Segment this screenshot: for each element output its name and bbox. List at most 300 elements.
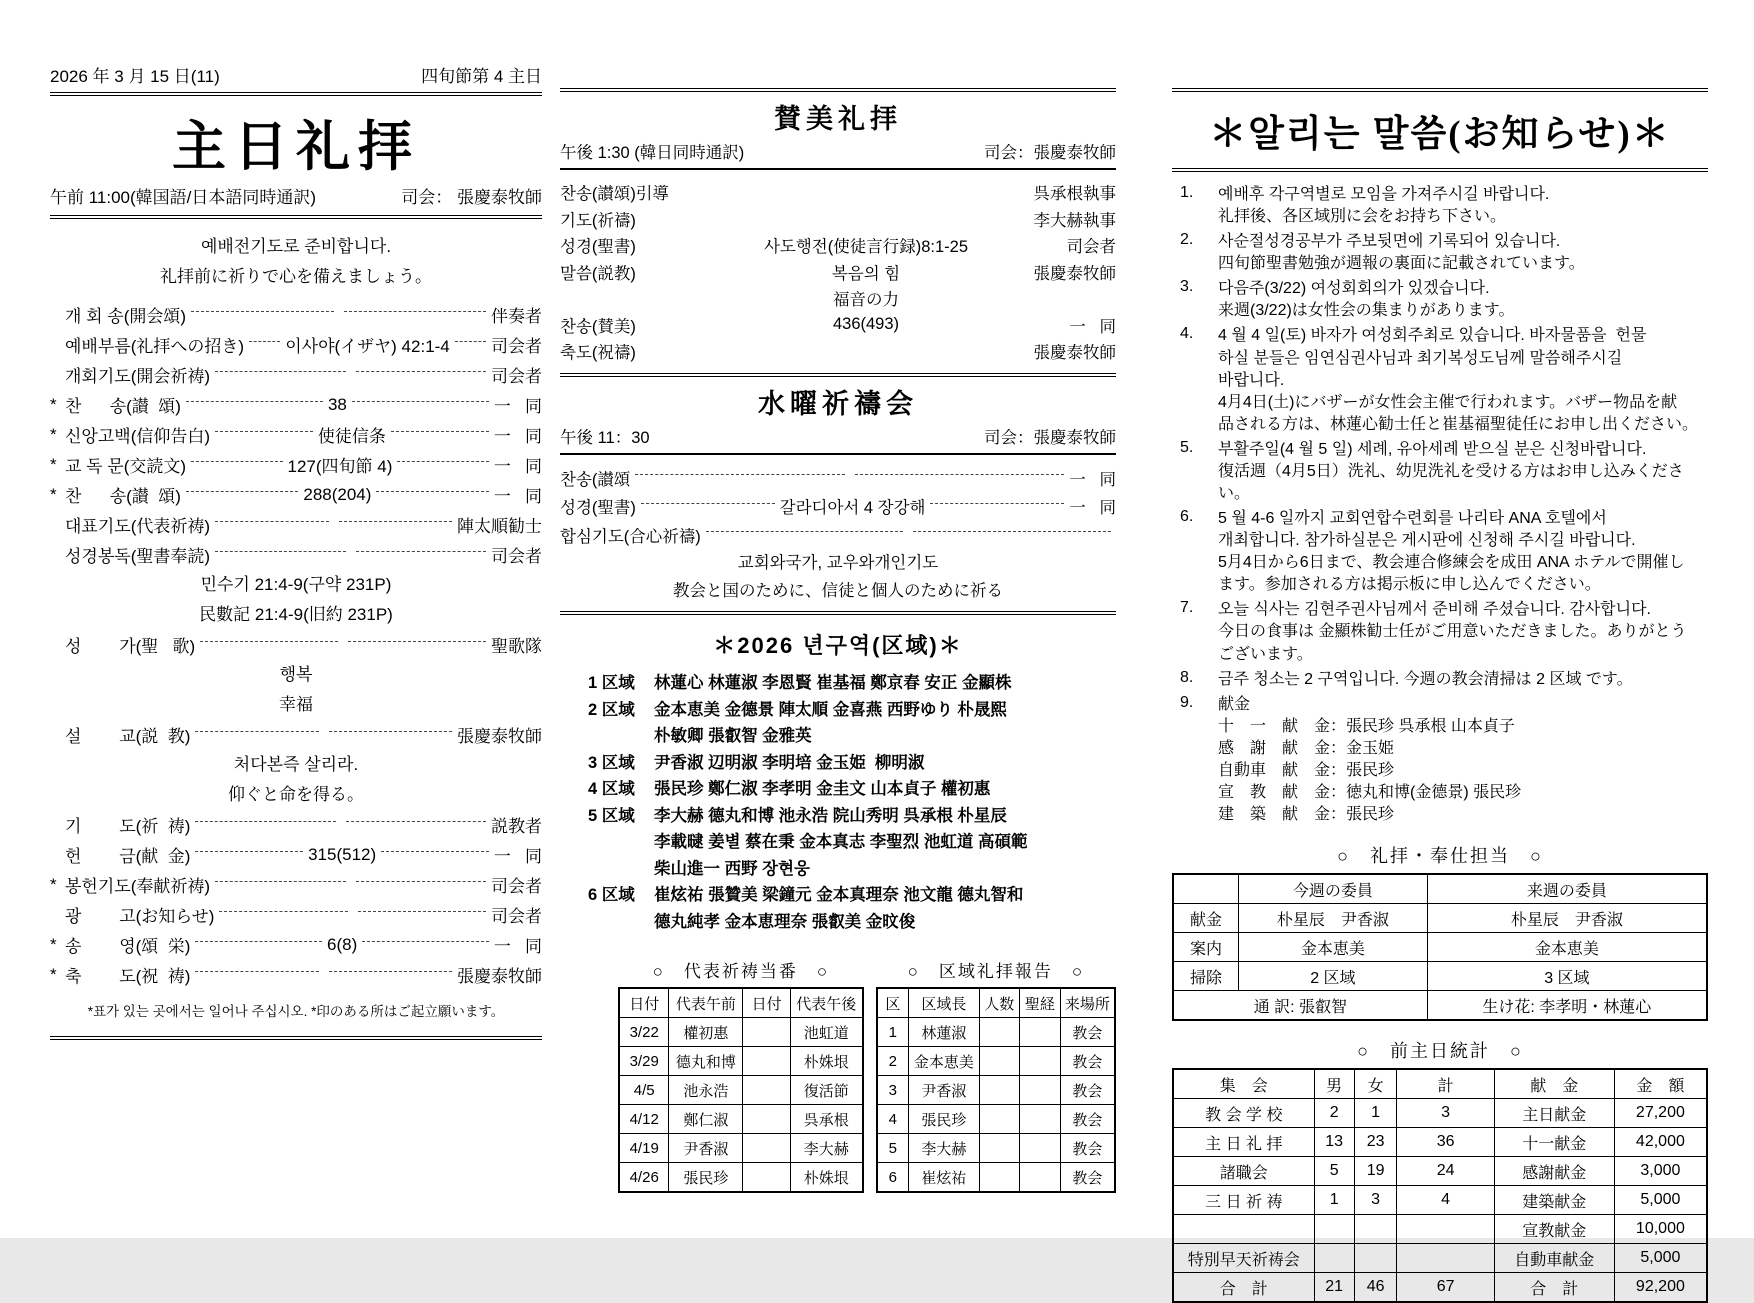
pre-worship-note — [50, 232, 542, 292]
leader-line — [249, 341, 280, 342]
order-row — [50, 900, 542, 930]
prayer-duty-header — [619, 988, 863, 1018]
announcement-number: 7. — [1180, 599, 1194, 617]
table-cell — [979, 1047, 1019, 1076]
table-row — [877, 1018, 1115, 1047]
order-label: 성 가(聖 歌) — [65, 637, 196, 656]
table-cell: 3/29 — [619, 1047, 669, 1076]
table-cell: 10,000 — [1614, 1215, 1707, 1244]
order-row — [50, 840, 542, 870]
table-cell: 23 — [1354, 1128, 1397, 1157]
table-cell — [1173, 1215, 1314, 1244]
leader-line — [352, 401, 489, 402]
order-label: 설 교(説 教) — [65, 727, 191, 746]
leader-line — [356, 881, 487, 882]
standing-mark: * — [50, 874, 57, 894]
table-cell: 5 — [1314, 1157, 1354, 1186]
table-cell — [1354, 1215, 1397, 1244]
announcement-item — [1172, 669, 1708, 691]
order-person: 司会者 — [491, 877, 543, 896]
prayer-duty-table — [618, 987, 864, 1193]
service-duty-body — [1173, 904, 1707, 991]
statistics-table — [1172, 1068, 1708, 1303]
district-report-title: ○ 区域礼拝報告 ○ — [907, 962, 1085, 982]
announcement-line: 개최합니다. 참가하실분은 게시판에 신청해 주시길 바랍니다. — [1218, 532, 1636, 550]
district-members — [654, 750, 1116, 777]
announcement-number: 2. — [1180, 231, 1194, 249]
announcement-line: 感 謝 献 金：金玉姫 — [1218, 739, 1395, 757]
table-cell: 4/26 — [619, 1163, 669, 1193]
leader-line — [455, 341, 486, 342]
header-cell: 来週の委員 — [1427, 874, 1707, 904]
table-cell — [1019, 1047, 1060, 1076]
order-row — [50, 810, 542, 840]
leader-line — [195, 971, 318, 972]
table-row — [1173, 1099, 1707, 1128]
header-cell: 来場所 — [1060, 988, 1115, 1018]
leader-line — [706, 531, 904, 532]
table-cell: 3 — [877, 1076, 909, 1105]
order-label: 광 고(お知らせ) — [65, 907, 215, 926]
table-cell: 呉承根 — [790, 1105, 862, 1134]
order-person: 司会者 — [491, 337, 542, 356]
table-cell: 2 区域 — [1239, 962, 1428, 991]
announcement-line: 다음주(3/22) 여성회회의가 있겠습니다. — [1218, 280, 1490, 298]
leader-line — [215, 371, 346, 372]
order-row — [50, 360, 542, 390]
table-cell: 鄭仁淑 — [669, 1105, 743, 1134]
service-duty-title: ○ 礼拝・奉仕担当 ○ — [1337, 846, 1543, 867]
announcement-item — [1172, 231, 1708, 275]
service-duty-header — [1173, 874, 1707, 904]
wednesday-prayer-section — [560, 373, 1116, 616]
table-cell: 5,000 — [1614, 1186, 1707, 1215]
table-row — [619, 1076, 863, 1105]
order-label: 봉헌기도(奉献祈祷) — [65, 877, 211, 896]
table-cell: 宣教献金 — [1494, 1215, 1614, 1244]
worship-time: 午前 11:00(韓国語/日本語同時通訳) — [50, 188, 317, 207]
announcement-line: 自動車 献 金：張民珍 — [1218, 761, 1395, 779]
table-row — [619, 1134, 863, 1163]
table-cell: 3,000 — [1614, 1157, 1707, 1186]
table-cell: 67 — [1397, 1273, 1494, 1303]
issue-date: 2026 年 3 月 15 日(11) — [50, 67, 220, 86]
announcement-line: ます。参加される方は掲示板に申し込んでください。 — [1218, 576, 1601, 594]
order-person: 一 同 — [493, 487, 542, 506]
service-duty-table — [1172, 873, 1708, 1021]
table-cell: 2 — [1314, 1099, 1354, 1128]
leader-line — [215, 881, 346, 882]
leader-line — [391, 431, 489, 432]
table-cell: 林蓮淑 — [908, 1018, 979, 1047]
district-member-line: 張民珍 鄭仁淑 李孝明 金圭文 山本貞子 權初惠 — [654, 780, 991, 799]
order-person: 一 同 — [493, 457, 542, 476]
table-cell: 27,200 — [1614, 1099, 1707, 1128]
table-cell: 特別早天祈祷会 — [1173, 1244, 1314, 1273]
table-cell: 36 — [1397, 1128, 1494, 1157]
order-person: 一 同 — [493, 847, 543, 866]
praise-worship-section — [560, 88, 1116, 365]
table-cell: 尹香淑 — [669, 1134, 743, 1163]
order-label: 교 독 문(交読文) — [65, 457, 187, 476]
order-label: 기 도(祈 祷) — [65, 817, 191, 836]
leader-line — [635, 474, 844, 475]
leader-line — [641, 503, 775, 504]
praise-person: 呉承根執事 — [1033, 185, 1116, 204]
table-row — [1173, 1273, 1707, 1303]
table-cell: 4/19 — [619, 1134, 669, 1163]
wednesday-subtitle — [560, 424, 1116, 455]
table-cell: 朴姝垠 — [790, 1163, 862, 1193]
announcement-item — [1172, 439, 1708, 505]
table-cell — [1314, 1215, 1354, 1244]
order-detail: 이사야(イザヤ) 42:1-4 — [285, 337, 450, 356]
table-cell: 19 — [1354, 1157, 1397, 1186]
table-cell: 金本恵美 — [1239, 933, 1428, 962]
header-cell: 男 — [1314, 1069, 1354, 1099]
praise-detail: 복음의 힘 — [831, 264, 901, 283]
table-row — [877, 1076, 1115, 1105]
table-cell: 教会 — [1060, 1134, 1115, 1163]
table-cell: 朴姝垠 — [790, 1047, 862, 1076]
joint-prayer-ja: 教会と国のために、信徒と個人のために祈る — [673, 582, 1003, 601]
announcements-column — [1172, 88, 1708, 1303]
leader-line — [344, 311, 486, 312]
table-row — [1173, 1244, 1707, 1273]
order-row — [50, 720, 542, 750]
announcement-number: 5. — [1180, 438, 1194, 456]
announcement-item — [1172, 508, 1708, 596]
praise-person: 張慶泰牧師 — [1033, 344, 1116, 363]
leader-line — [219, 911, 347, 912]
announcement-line: 四旬節聖書勉強が週報の裏面に記載されています。 — [1218, 255, 1585, 273]
district-row — [588, 882, 1116, 935]
table-cell: 1 — [877, 1018, 909, 1047]
announcement-line: 4 월 4 일(토) 바자가 여성회주최로 있습니다. 바자물품을 헌물 — [1218, 327, 1647, 345]
table-cell: 1 — [1314, 1186, 1354, 1215]
order-row — [50, 420, 542, 450]
district-number: 1 区域 — [588, 674, 635, 693]
table-cell — [743, 1018, 790, 1047]
announcements-list — [1172, 184, 1708, 826]
leader-line — [186, 401, 323, 402]
praise-label: 기도(祈禱) — [560, 211, 636, 230]
table-cell — [1354, 1244, 1397, 1273]
announcement-line: 5月4日から6日まで、教会連合修練会を成田 ANA ホテルで開催し — [1218, 554, 1685, 572]
praise-label: 성경(聖書) — [560, 238, 636, 257]
table-cell — [1019, 1163, 1060, 1193]
order-label: 찬 송(讃 頌) — [65, 487, 181, 506]
announcement-line: 献金 — [1218, 695, 1251, 713]
praise-row — [560, 259, 1116, 286]
district-row — [588, 776, 1116, 803]
header-cell: 金 額 — [1614, 1069, 1707, 1099]
order-label: 축 도(祝 祷) — [65, 967, 191, 986]
leader-line — [215, 431, 313, 432]
table-cell: 24 — [1397, 1157, 1494, 1186]
header-cell: 区域長 — [908, 988, 979, 1018]
table-row — [619, 1105, 863, 1134]
leader-line — [356, 371, 487, 372]
table-cell: 教会 — [1060, 1047, 1115, 1076]
district-row — [588, 697, 1116, 750]
leader-line — [200, 641, 338, 642]
announcement-line: 宣 教 献 金：徳丸和博(金德景) 張民珍 — [1218, 784, 1522, 802]
order-row — [50, 480, 542, 510]
order-person: 一 同 — [493, 937, 542, 956]
header-cell: 日付 — [743, 988, 790, 1018]
column-end-rule — [50, 1036, 542, 1040]
table-header-row — [1173, 874, 1707, 904]
announcement-line: い。 — [1218, 485, 1251, 503]
table-cell: 諸職会 — [1173, 1157, 1314, 1186]
leader-line — [195, 821, 335, 822]
announcement-line: 하실 분들은 임연심권사님과 최기복성도님께 말씀해주시길 — [1218, 349, 1623, 367]
leader-line — [329, 731, 452, 732]
table-cell: 自動車献金 — [1494, 1244, 1614, 1273]
order-center-line: 처다본즉 살리라. — [233, 754, 359, 774]
leader-line — [329, 971, 452, 972]
order-label: 개회기도(開会祈祷) — [65, 367, 211, 386]
table-row — [877, 1105, 1115, 1134]
joint-prayer-ko: 교회와국가, 교우와개인기도 — [737, 554, 939, 572]
interpreter-cell: 通 訳: 張叡智 — [1173, 991, 1427, 1021]
table-cell: 教会 — [1060, 1076, 1115, 1105]
header-cell: 人数 — [979, 988, 1019, 1018]
standing-mark: * — [50, 454, 57, 474]
district-member-line: 李載曃 姜별 蔡在秉 金本真志 李聖烈 池虹道 高碩範 — [654, 833, 1028, 852]
order-detail: 6(8) — [327, 934, 358, 954]
praise-worship-subtitle — [560, 139, 1116, 170]
table-cell: 金本恵美 — [908, 1047, 979, 1076]
table-cell: 李大赫 — [790, 1134, 862, 1163]
order-center-line: 民數記 21:4-9(旧約 231P) — [199, 604, 393, 624]
order-person: 陣太順勧士 — [457, 517, 543, 536]
announcement-lines — [1218, 278, 1708, 322]
table-cell: 教会 — [1060, 1163, 1115, 1193]
district-report-block — [876, 957, 1116, 1193]
wednesday-person: 一 同 — [1069, 499, 1116, 518]
table-cell — [1397, 1215, 1494, 1244]
order-row — [50, 540, 542, 570]
table-cell: 案内 — [1173, 933, 1239, 962]
statistics-body — [1173, 1099, 1707, 1303]
header-cell: 日付 — [619, 988, 669, 1018]
praise-row — [560, 232, 1116, 259]
table-row — [619, 1018, 863, 1047]
wednesday-time: 午後 11：30 — [560, 428, 650, 447]
table-row — [1173, 904, 1707, 933]
district-member-line: 崔炫祐 張贊美 梁鐘元 金本真理奈 池文龍 德丸智和 — [654, 886, 1024, 905]
district-list — [588, 670, 1116, 935]
middle-column — [560, 88, 1116, 1193]
table-cell: 復活節 — [790, 1076, 862, 1105]
table-cell: 46 — [1354, 1273, 1397, 1303]
order-person: 張慶泰牧師 — [457, 967, 542, 986]
announcement-lines — [1218, 325, 1708, 435]
district-member-line: 德丸純孝 金本恵理奈 張叡美 金旼俊 — [654, 912, 916, 931]
table-row — [619, 1047, 863, 1076]
announcements-title: ＊알리는 말씀(お知らせ)＊ — [1172, 88, 1708, 172]
order-detail: 使徒信条 — [317, 427, 386, 446]
praise-person: 李大赫執事 — [1033, 211, 1116, 230]
service-duty-footer — [1173, 991, 1707, 1021]
announcement-item — [1172, 325, 1708, 435]
announcement-line: 今日の食事は 金顯株勧士任がご用意いただきました。ありがとう — [1218, 623, 1687, 641]
table-cell: 德丸和博 — [669, 1047, 743, 1076]
announcement-line: 예배후 각구역별로 모임을 가져주시길 바랍니다. — [1218, 186, 1550, 203]
district-number: 3 区域 — [588, 753, 635, 772]
leader-line — [358, 911, 486, 912]
header-cell: 今週の委員 — [1239, 874, 1428, 904]
leader-line — [376, 491, 488, 492]
leader-line — [356, 551, 487, 552]
prayer-duty-body — [619, 1018, 863, 1193]
wednesday-order — [560, 464, 1116, 550]
announcement-line: 금주 청소는 2 구역입니다. 今週の教会清掃は 2 区域 です。 — [1218, 670, 1633, 688]
pre-worship-note-ja: 礼拝前に祈りで心を備えましょう。 — [160, 266, 432, 286]
praise-label: 축도(祝禱) — [560, 344, 636, 363]
leader-line — [195, 731, 318, 732]
table-cell: 4/5 — [619, 1076, 669, 1105]
table-cell: 尹香淑 — [908, 1076, 979, 1105]
header-cell: 計 — [1397, 1069, 1494, 1099]
leader-line — [346, 821, 486, 822]
table-cell — [979, 1163, 1019, 1193]
table-cell — [743, 1047, 790, 1076]
announcement-line: 바랍니다. — [1218, 371, 1285, 389]
praise-person: 張慶泰牧師 — [1033, 264, 1116, 283]
header-cell: 区 — [877, 988, 909, 1018]
order-row — [50, 300, 542, 330]
table-header-row — [1173, 1069, 1707, 1099]
order-person: 聖歌隊 — [491, 637, 542, 656]
table-row — [1173, 962, 1707, 991]
table-cell: 掃除 — [1173, 962, 1239, 991]
leader-line — [215, 551, 346, 552]
announcement-line: 復活週（4月5日）洗礼、幼児洗礼を受ける方はお申し込みくださ — [1218, 462, 1684, 480]
table-row — [877, 1134, 1115, 1163]
praise-order — [560, 179, 1116, 365]
leader-line — [362, 941, 489, 942]
header-cell: 聖経 — [1019, 988, 1060, 1018]
announcement-lines — [1218, 184, 1708, 228]
standing-mark: * — [50, 934, 57, 954]
statistics-header — [1173, 1069, 1707, 1099]
table-cell: 朴星辰 尹香淑 — [1427, 904, 1707, 933]
sunday-worship-title: 主日礼拝 — [172, 117, 420, 177]
header-cell: 代表午前 — [669, 988, 743, 1018]
table-cell: 李大赫 — [908, 1134, 979, 1163]
table-cell: 金本恵美 — [1427, 933, 1707, 962]
district-members — [654, 882, 1116, 935]
table-cell: 3 — [1354, 1186, 1397, 1215]
leader-line — [397, 461, 488, 462]
district-members — [654, 670, 1116, 697]
announcement-lines — [1218, 599, 1708, 665]
table-cell: 朴星辰 尹香淑 — [1239, 904, 1428, 933]
table-cell: 3/22 — [619, 1018, 669, 1047]
order-row — [50, 960, 542, 990]
standing-mark: * — [50, 964, 57, 984]
table-cell: 6 — [877, 1163, 909, 1193]
district-members — [654, 697, 1116, 750]
leader-line — [195, 941, 322, 942]
table-row — [877, 1163, 1115, 1193]
table-cell: 崔炫祐 — [908, 1163, 979, 1193]
table-cell: 13 — [1314, 1128, 1354, 1157]
district-report-header — [877, 988, 1115, 1018]
wednesday-label: 성경(聖書) — [560, 499, 636, 518]
district-row — [588, 803, 1116, 883]
table-cell: 92,200 — [1614, 1273, 1707, 1303]
praise-row — [560, 206, 1116, 233]
wednesday-mc: 司会：張慶泰牧師 — [984, 428, 1116, 447]
table-cell: 5 — [877, 1134, 909, 1163]
district-members — [654, 803, 1116, 883]
announcement-line: 5 월 4-6 일까지 교회연합수련회를 나리타 ANA 호텔에서 — [1218, 510, 1607, 528]
wednesday-row — [560, 521, 1116, 550]
praise-row — [560, 338, 1116, 365]
table-row — [1173, 991, 1707, 1021]
praise-label: 말씀(説教) — [560, 264, 636, 283]
leader-line — [191, 461, 282, 462]
praise-label: 찬송(讃頌)引導 — [560, 185, 669, 204]
order-person: 一 同 — [493, 397, 543, 416]
district-member-line: 林蓮心 林蓮淑 李恩賢 崔基福 鄭京春 安正 金顯株 — [654, 674, 1012, 693]
order-person: 伴奏者 — [491, 307, 543, 326]
table-row — [877, 1047, 1115, 1076]
order-row — [50, 450, 542, 480]
order-person: 司会者 — [491, 907, 543, 926]
order-label: 성경봉독(聖書奉読) — [65, 547, 211, 566]
table-cell: 池虹道 — [790, 1018, 862, 1047]
order-person: 司会者 — [491, 547, 543, 566]
order-row — [50, 330, 542, 360]
announcement-line: 사순절성경공부가 주보뒷면에 기록되어 있습니다. — [1218, 233, 1561, 251]
table-cell: 4 — [1397, 1186, 1494, 1215]
leader-line — [855, 474, 1064, 475]
order-person: 司会者 — [491, 367, 543, 386]
order-label: 송 영(頌 栄) — [65, 937, 191, 956]
announcement-number: 6. — [1180, 508, 1194, 526]
announcement-item — [1172, 278, 1708, 322]
table-cell — [979, 1134, 1019, 1163]
wednesday-detail: 갈라디아서 4 장강해 — [779, 499, 926, 518]
announcement-lines — [1218, 439, 1708, 505]
announcement-number: 4. — [1180, 325, 1194, 343]
prayer-duty-title: ○ 代表祈祷当番 ○ — [652, 962, 830, 982]
district-member-line: 朴敏卿 張叡智 金雅英 — [654, 727, 812, 746]
praise-mc: 司会：張慶泰牧師 — [984, 144, 1116, 162]
district-number: 4 区域 — [588, 780, 635, 799]
announcement-lines — [1218, 669, 1708, 691]
praise-detail: 사도행전(使徒言行録)8:1-25 — [763, 238, 969, 257]
praise-detail: 436(493) — [832, 315, 900, 334]
district-member-line: 柴山進一 西野 장현웅 — [654, 859, 810, 878]
table-cell — [1019, 1018, 1060, 1047]
announcement-lines — [1218, 508, 1708, 596]
header-cell: 女 — [1354, 1069, 1397, 1099]
order-label: 개 회 송(開会頌) — [65, 307, 187, 326]
table-cell: 21 — [1314, 1273, 1354, 1303]
district-section — [560, 629, 1116, 935]
announcement-line: 오늘 식사는 김현주권사님께서 준비해 주셨습니다. 감사합니다. — [1218, 601, 1651, 619]
praise-time: 午後 1:30 (韓日同時通訳) — [560, 144, 745, 162]
order-detail: 38 — [327, 394, 347, 414]
table-cell — [1397, 1244, 1494, 1273]
order-center-line: 민수기 21:4-9(구약 231P) — [200, 574, 392, 594]
